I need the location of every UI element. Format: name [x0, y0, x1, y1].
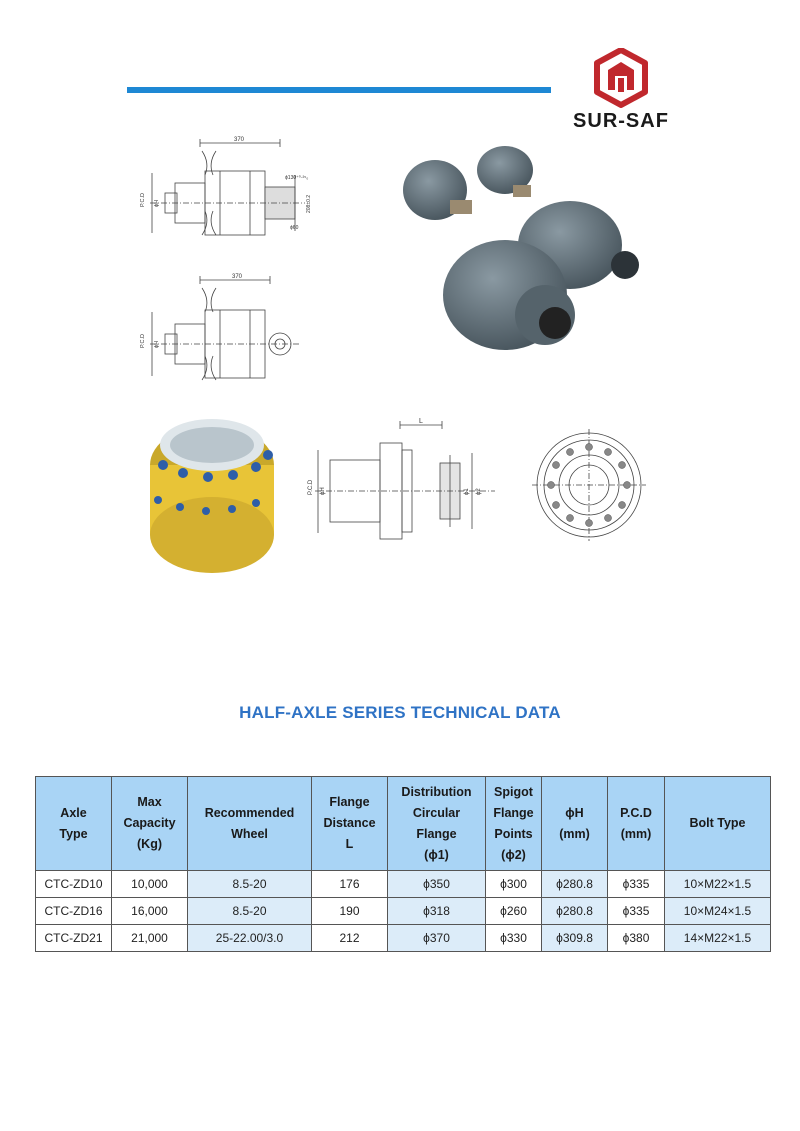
table-cell: ϕ300 [486, 871, 542, 898]
table-cell: CTC-ZD10 [36, 871, 112, 898]
table-cell: 176 [312, 871, 388, 898]
table-cell: 10×M24×1.5 [665, 898, 771, 925]
table-cell: ϕ260 [486, 898, 542, 925]
gray-hub-photo [395, 135, 655, 360]
dim-l-label: L [419, 418, 423, 425]
half-axle-drawing-top [130, 135, 330, 250]
brand-logo [556, 48, 686, 134]
table-row [36, 871, 771, 898]
section-title: HALF-AXLE SERIES TECHNICAL DATA [239, 703, 561, 722]
table-cell: CTC-ZD16 [36, 898, 112, 925]
table-cell: 8.5-20 [188, 898, 312, 925]
accent-bar [127, 87, 551, 93]
pcd-label-3: P.C.D [308, 479, 314, 495]
dim-370-top: 370 [234, 137, 245, 143]
table-row [36, 925, 771, 952]
h-label: ϕH [154, 199, 160, 207]
header-pcd: P.C.D (mm) [608, 777, 665, 871]
brand-name: SUR-SAF [573, 110, 669, 132]
table-cell: ϕ330 [486, 925, 542, 952]
header-max-capacity: Max Capacity (Kg) [112, 777, 188, 871]
table-cell: 10×M22×1.5 [665, 871, 771, 898]
hexagon-logo-icon [594, 48, 648, 108]
dim-208: 208±0.2 [306, 194, 312, 213]
technical-data-table [35, 776, 771, 952]
phi1-label: ϕ1 [464, 488, 470, 495]
table-cell: ϕ350 [388, 871, 486, 898]
h-label-2: ϕH [154, 340, 160, 348]
table-cell: ϕ380 [608, 925, 665, 952]
table-cell: 8.5-20 [188, 871, 312, 898]
header-phi-h: ϕH (mm) [542, 777, 608, 871]
half-axle-drawing-middle [130, 272, 330, 392]
header-spigot-flange-points: Spigot Flange Points (ϕ2) [486, 777, 542, 871]
table-cell: 21,000 [112, 925, 188, 952]
yellow-hub-photo [128, 405, 296, 575]
table-cell: 14×M22×1.5 [665, 925, 771, 952]
dim-phi60: ϕ60 [290, 225, 299, 231]
header-axle-type: Axle Type [36, 777, 112, 871]
half-axle-drawing-bottom [300, 415, 505, 550]
table-cell: ϕ318 [388, 898, 486, 925]
table-header-row [36, 777, 771, 871]
table-cell: CTC-ZD21 [36, 925, 112, 952]
table-cell: 10,000 [112, 871, 188, 898]
table-cell: ϕ309.8 [542, 925, 608, 952]
header-recommended-wheel: Recommended Wheel [188, 777, 312, 871]
table-cell: 25-22.00/3.0 [188, 925, 312, 952]
flange-front-view-drawing [532, 425, 647, 545]
header-distribution-circular-flange: Distribution Circular Flange (ϕ1) [388, 777, 486, 871]
header-bolt-type: Bolt Type [665, 777, 771, 871]
pcd-label-2: P.C.D [140, 334, 146, 348]
table-cell: 212 [312, 925, 388, 952]
pcd-label: P.C.D [140, 193, 146, 207]
table-cell: ϕ335 [608, 898, 665, 925]
table-cell: ϕ370 [388, 925, 486, 952]
table-cell: ϕ335 [608, 871, 665, 898]
table-row [36, 898, 771, 925]
table-cell: ϕ280.8 [542, 871, 608, 898]
phi2-label: ϕ2 [476, 488, 482, 495]
dim-370-middle: 370 [232, 274, 243, 280]
table-cell: ϕ280.8 [542, 898, 608, 925]
header-flange-distance: Flange Distance L [312, 777, 388, 871]
table-cell: 16,000 [112, 898, 188, 925]
table-cell: 190 [312, 898, 388, 925]
dim-phi130: ϕ130⁺⁰·²⁵₀ [285, 175, 309, 181]
h-label-3: ϕH [320, 487, 326, 495]
